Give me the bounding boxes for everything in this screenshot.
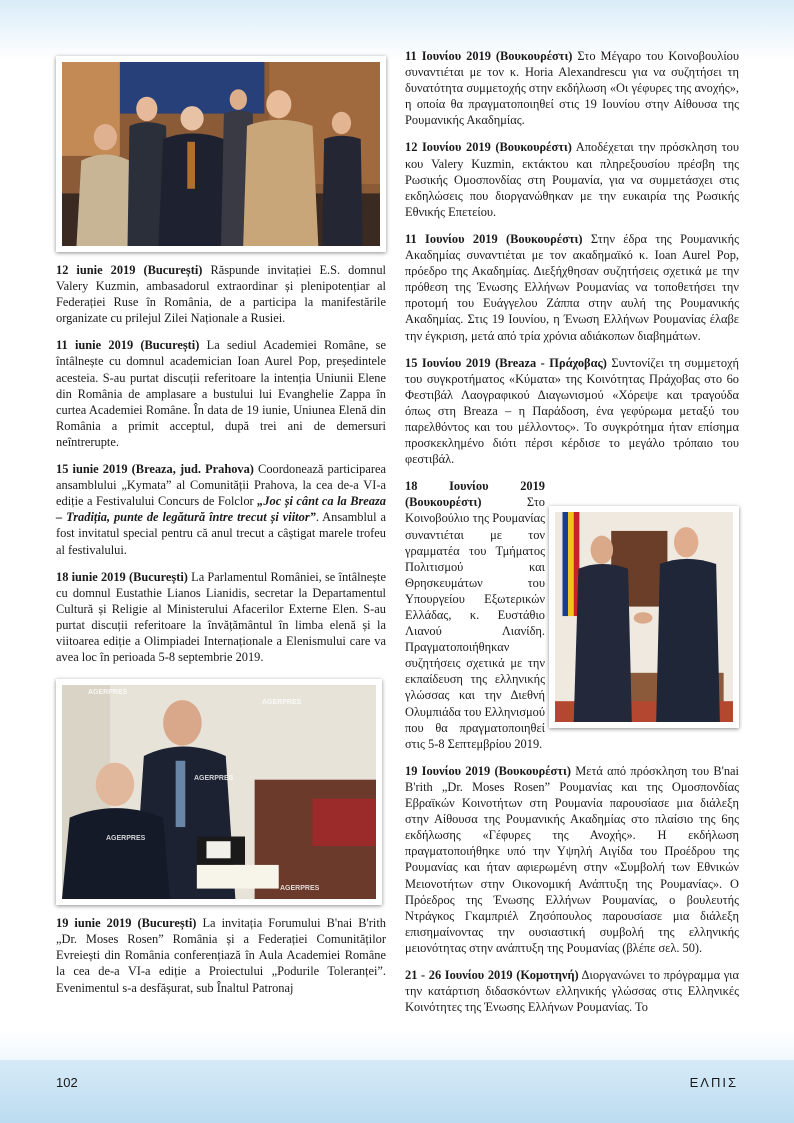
entry-date: 12 Ιουνίου 2019 (Βουκουρέστι) xyxy=(405,140,572,155)
entry-text: La invitația Forumului B'nai B'rith „Dr. Moses Rosen” România și a Federației Comunităților Evreiești din România conferențiază în Aula Academiei Române la cea de-a VI-a ediție a Proiectului „Podurile Toleranței”. Evenimentul s-a desfășurat, sub Înaltul Patronaj xyxy=(56,916,386,995)
entry-text: Στο Μέγαρο του Κοινοβουλίου συναντιέται με τον κ. Horia Alexandrescu για να συζητήσει τη δυνατότητα συμμετοχής στην εκδήλωση «Οι γέφυρες της ανοχής», η οποία θα πραγματοποιηθεί στις 19 Ιουνίου στην Αίθουσα της Ρουμανικής Ακαδημίας. xyxy=(405,49,739,128)
left-column xyxy=(56,48,386,1007)
entry-date: 18 iunie 2019 (București) xyxy=(56,569,188,584)
entry-gr-2 xyxy=(405,139,739,219)
agerpres-watermark: AGERPRES xyxy=(194,775,234,783)
entry-date: 11 Ιουνίου 2019 (Βουκουρέστι) xyxy=(405,49,573,63)
agerpres-watermark: AGERPRES xyxy=(88,689,128,697)
entry-gr-7 xyxy=(405,967,739,1015)
entry-text: . Ansamblul a fost invitatul special pentru că anul trecut a câștigat marele trofeu al festivalului. xyxy=(56,510,386,557)
entry-text: Răspunde invitației E.S. domnul Valery Kuzmin, ambasadorul extraordinar și plenipotențiar al Federației Ruse în România, de a participa la manifestările organizate cu prilejul Zilei Naționale a Rusiei. xyxy=(56,263,386,326)
agerpres-watermark: AGERPRES xyxy=(106,835,146,843)
entry-text: Στην έδρα της Ρουμανικής Ακαδημίας συναντιέται με τον ακαδημαϊκό κ. Ioan Aurel Pop, πρόεδρο της Ακαδημίας. Διεξήχθησαν συζητήσεις σχετικά με την πρόθεση της Ένωσης Ελλήνων Ρουμανίας να τοποθετήσει την προτομή του Ευάγγελου Ζάππα στην αυλή της Ρουμανικής Ακαδημίας. Στις 19 Ιουνίου, η Ένωση Ελλήνων Ρουμανίας έλαβε την έγκριση, μετά από τρία χρόνια αδιάκοπων διαβημάτων. xyxy=(405,231,739,343)
entry-text: La Parlamentul României, se întâlnește cu domnul Eustathie Lianos Lianidis, secretar la Departamentul Cultură și Religie al Ministerului Afacerilor Externe Elen. S-au purtat discuții referitoare la învățământul în limba elenă și la viitoarea ediție a Olimpiadei Internaționale a Elenismului care va avea loc în perioada 5-8 septembrie 2019. xyxy=(56,569,386,665)
entry-text: Coordonează participarea ansamblului „Kymata” al Comunității Prahova, la cea de-a VI-a ediție a Festivalului Concurs de Folclor xyxy=(56,462,386,509)
entry-ro-2 xyxy=(56,337,386,450)
entry-text: Στο Κοινοβούλιο της Ρουμανίας συναντιέται με τον γραμματέα του Τμήματος Πολιτισμού και Θρησκευμάτων του Υπουργείου Εξωτερικών Ελλάδας, κ. Ευστάθιο Λιανού Λιανίδη. Πραγματοποιήθηκαν συζητήσεις σχετικά με την εκπαίδευση της ελληνικής γλώσσας και την Διεθνή Ολυμπιάδα του Ελληνισμού που θα πραγματοποιηθεί στις 5-8 Σεπτεμβρίου 2019. xyxy=(405,495,545,751)
entry-text: La sediul Academiei Române, se întâlnește cu domnul academician Ioan Aurel Pop, președintele acesteia. S-au purtat discuții referitoare la intenția Uniunii Elene din România de amplasare a bustului lui Evanghelie Zappa în curtea Academiei Române. În data de 19 iunie, Uniunea Elenă din România a primit acceptul, după trei ani de demersuri neîntrerupte. xyxy=(56,338,386,449)
agerpres-watermark: AGERPRES xyxy=(280,885,320,893)
entry-ro-1 xyxy=(56,262,386,326)
entry-date: 15 iunie 2019 (Breaza, jud. Prahova) xyxy=(56,462,254,477)
entry-text: Μετά από πρόσκληση του B'nai B'rith „Dr. Moses Rosen” Ρουμανίας και της Ομοσπονδίας Εβραϊκών Κοινοτήτων στη Ρουμανία παρουσίασε μια διάλεξη στην Αίθουσα της Ρουμανικής Ακαδημίας στο πλαίσιο της 6ης εκδήλωσης «Γέφυρες της Ανοχής». Η εκδήλωση πραγματοποιήθηκε υπό την Υψηλή Αιγίδα του Προέδρου της Ρουμανίας και ήταν αφιερωμένη στην «Συμβολή των Εθνικών Μειονοτήτων στην Οικονομική Ανάπτυξη της Ρουμανίας». Ο Πρόεδρος της Ένωσης Ελλήνων Ρουμανίας, ο βουλευτής Ντράγκος Γκαμπριέλ Ζησόπουλος παρουσίασε μια διάλεξη επισημαίνοντας την ουσιαστική συμβολή της ελληνικής μειονότητας στην ανάπτυξη της Ρουμανίας (βλέπε σελ. 50). xyxy=(405,763,739,955)
entry-date: 15 Ιουνίου 2019 (Breaza - Πράχοβας) xyxy=(405,355,607,370)
entry-date: 11 iunie 2019 (București) xyxy=(56,338,200,353)
page-number: 102 xyxy=(56,1075,78,1090)
agerpres-watermark: AGERPRES xyxy=(262,699,302,707)
entry-gr-3 xyxy=(405,231,739,344)
entry-gr-4 xyxy=(405,355,739,468)
photo-reception xyxy=(56,56,386,252)
entry-date: 11 Ιουνίου 2019 (Βουκουρέστι) xyxy=(405,231,583,246)
entry-date: 21 - 26 Ιουνίου 2019 (Κομοτηνή) xyxy=(405,967,579,982)
magazine-title: ΕΛΠΙΣ xyxy=(689,1075,738,1090)
page-footer xyxy=(0,1060,794,1123)
photo-handshake xyxy=(549,506,739,728)
entry-ro-5 xyxy=(56,915,386,995)
entry-ro-4 xyxy=(56,569,386,666)
entry-gr-6 xyxy=(405,763,739,956)
festival-title: „Joc și cânt ca la Breaza – Tradiția, punte de legătură între trecut și viitor” xyxy=(56,494,386,525)
right-column xyxy=(405,48,739,1026)
photo-academy-award xyxy=(56,679,382,905)
entry-date: 19 Ιουνίου 2019 (Βουκουρέστι) xyxy=(405,763,571,778)
entry-gr-1 xyxy=(405,48,739,128)
entry-date: 19 iunie 2019 (București) xyxy=(56,916,197,931)
entry-ro-3 xyxy=(56,461,386,558)
entry-text: Αποδέχεται την πρόσκληση του κου Valery Kuzmin, εκτάκτου και πληρεξουσίου πρέσβη της Ρωσικής Ομοσπονδίας στη Ρουμανία, για να συμμετάσχει στις εκδηλώσεις που διοργανώθηκαν με την ευκαιρία της Ρωσικής Εθνικής Επετείου. xyxy=(405,140,739,219)
entry-date: 12 iunie 2019 (București) xyxy=(56,263,203,277)
entry-date: 18 Ιουνίου 2019 (Βουκουρέστι) xyxy=(405,479,545,510)
entry-gr-5 xyxy=(405,478,545,752)
entry-text: Συντονίζει τη συμμετοχή του συγκροτήματος «Κύματα» της Κοινότητας Πράχοβας στο 6ο Φεστιβάλ Λαογραφικού Διαγωνισμού «Χόρεψε και τραγούδα όπως στη Breaza – η Παράδοση, ένα γεφύρωμα μεταξύ του παρελθόντος και του μέλλοντος». Το συγκρότημα ήταν επίσημα προσκεκλημένο διότι πέρσι κέρδισε το μεγάλο τρόπαιο του φεστιβάλ. xyxy=(405,355,740,467)
entry-text: Διοργανώνει το πρόγραμμα για την κατάρτιση διδασκόντων ελληνικής γλώσσας στις Ελληνικές Κοινότητες της Ένωσης Ελλήνων Ρουμανίας. Το xyxy=(405,967,739,1015)
